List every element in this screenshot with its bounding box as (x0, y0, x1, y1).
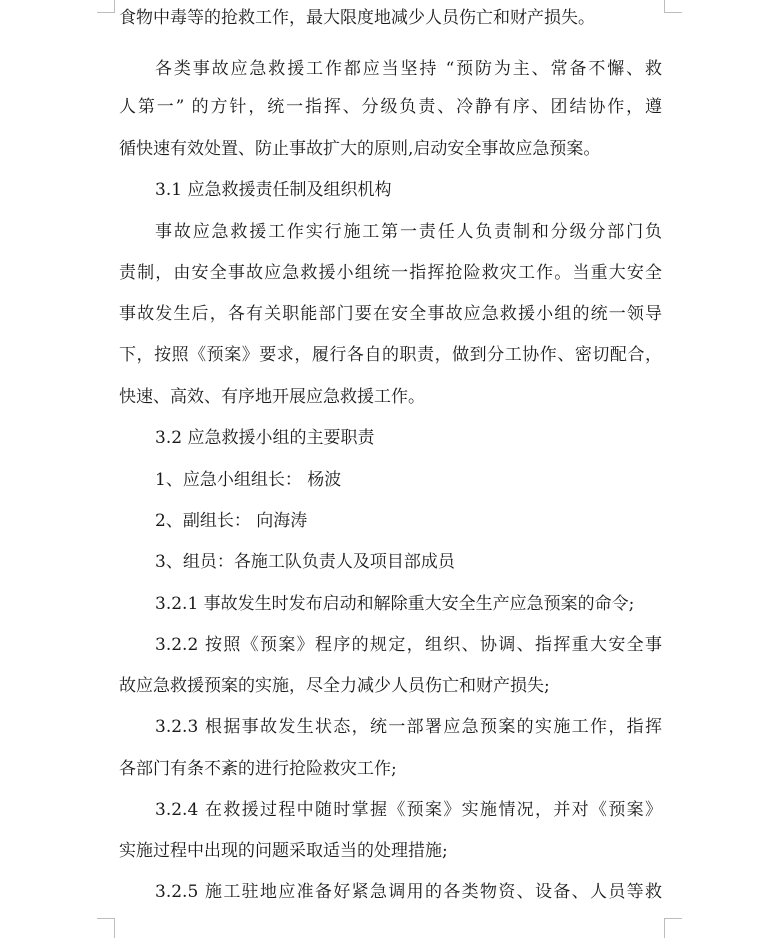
paragraph-line: 快速、高效、有序地开展应急救援工作。 (119, 387, 425, 407)
paragraph-line: 实施过程中出现的问题采取适当的处理措施; (119, 841, 448, 861)
section-heading: 3.1 应急救援责任制及组织机构 (155, 180, 392, 200)
crop-mark-top-right-horizontal (664, 12, 682, 13)
paragraph-line: 3.2.4 在救援过程中随时掌握《预案》实施情况，并对《预案》 (155, 800, 662, 820)
paragraph-line: 3.2.5 施工驻地应准备好紧急调用的各类物资、设备、人员等救 (155, 882, 662, 902)
paragraph-line: 3.2.3 根据事故发生状态，统一部署应急预案的实施工作，指挥 (155, 717, 662, 737)
paragraph-line: 各类事故应急救援工作都应当坚持 “预防为主、常备不懈、救 (155, 59, 662, 79)
crop-mark-bottom-right-horizontal (664, 918, 682, 919)
crop-mark-bottom-left-horizontal (97, 918, 115, 919)
paragraph-line: 食物中毒等的抢救工作，最大限度地减少人员伤亡和财产损失。 (119, 8, 595, 28)
paragraph-line: 人第一” 的方针，统一指挥、分级负责、冷静有序、团结协作，遵 (119, 97, 662, 117)
section-heading: 3.2 应急救援小组的主要职责 (155, 428, 375, 448)
paragraph-line: 事故发生后，各有关职能部门要在安全事故应急救援小组的统一领导 (119, 304, 662, 324)
list-item: 3、组员：各施工队负责人及项目部成员 (155, 552, 455, 572)
list-item: 1、应急小组组长： 杨波 (155, 470, 342, 490)
paragraph-line: 循快速有效处置、防止事故扩大的原则,启动安全事故应急预案。 (119, 139, 601, 159)
paragraph-line: 事故应急救援工作实行施工第一责任人负责制和分级分部门负 (155, 222, 662, 242)
crop-mark-bottom-right-vertical (664, 918, 665, 938)
paragraph-line: 故应急救援预案的实施，尽全力减少人员伤亡和财产损失; (119, 676, 550, 696)
crop-mark-top-left-horizontal (97, 12, 115, 13)
paragraph-line: 3.2.2 按照《预案》程序的规定，组织、协调、指挥重大安全事 (155, 635, 662, 655)
list-item: 2、副组长： 向海涛 (155, 511, 308, 531)
paragraph-line: 责制，由安全事故应急救援小组统一指挥抢险救灾工作。当重大安全 (119, 263, 662, 283)
paragraph-line: 下，按照《预案》要求，履行各自的职责，做到分工协作、密切配合， (119, 345, 662, 365)
paragraph-line: 各部门有条不紊的进行抢险救灾工作; (119, 759, 397, 779)
paragraph-line: 3.2.1 事故发生时发布启动和解除重大安全生产应急预案的命令; (155, 594, 635, 614)
crop-mark-top-right-vertical (664, 0, 665, 12)
crop-mark-top-left-vertical (114, 0, 115, 12)
crop-mark-bottom-left-vertical (114, 918, 115, 938)
